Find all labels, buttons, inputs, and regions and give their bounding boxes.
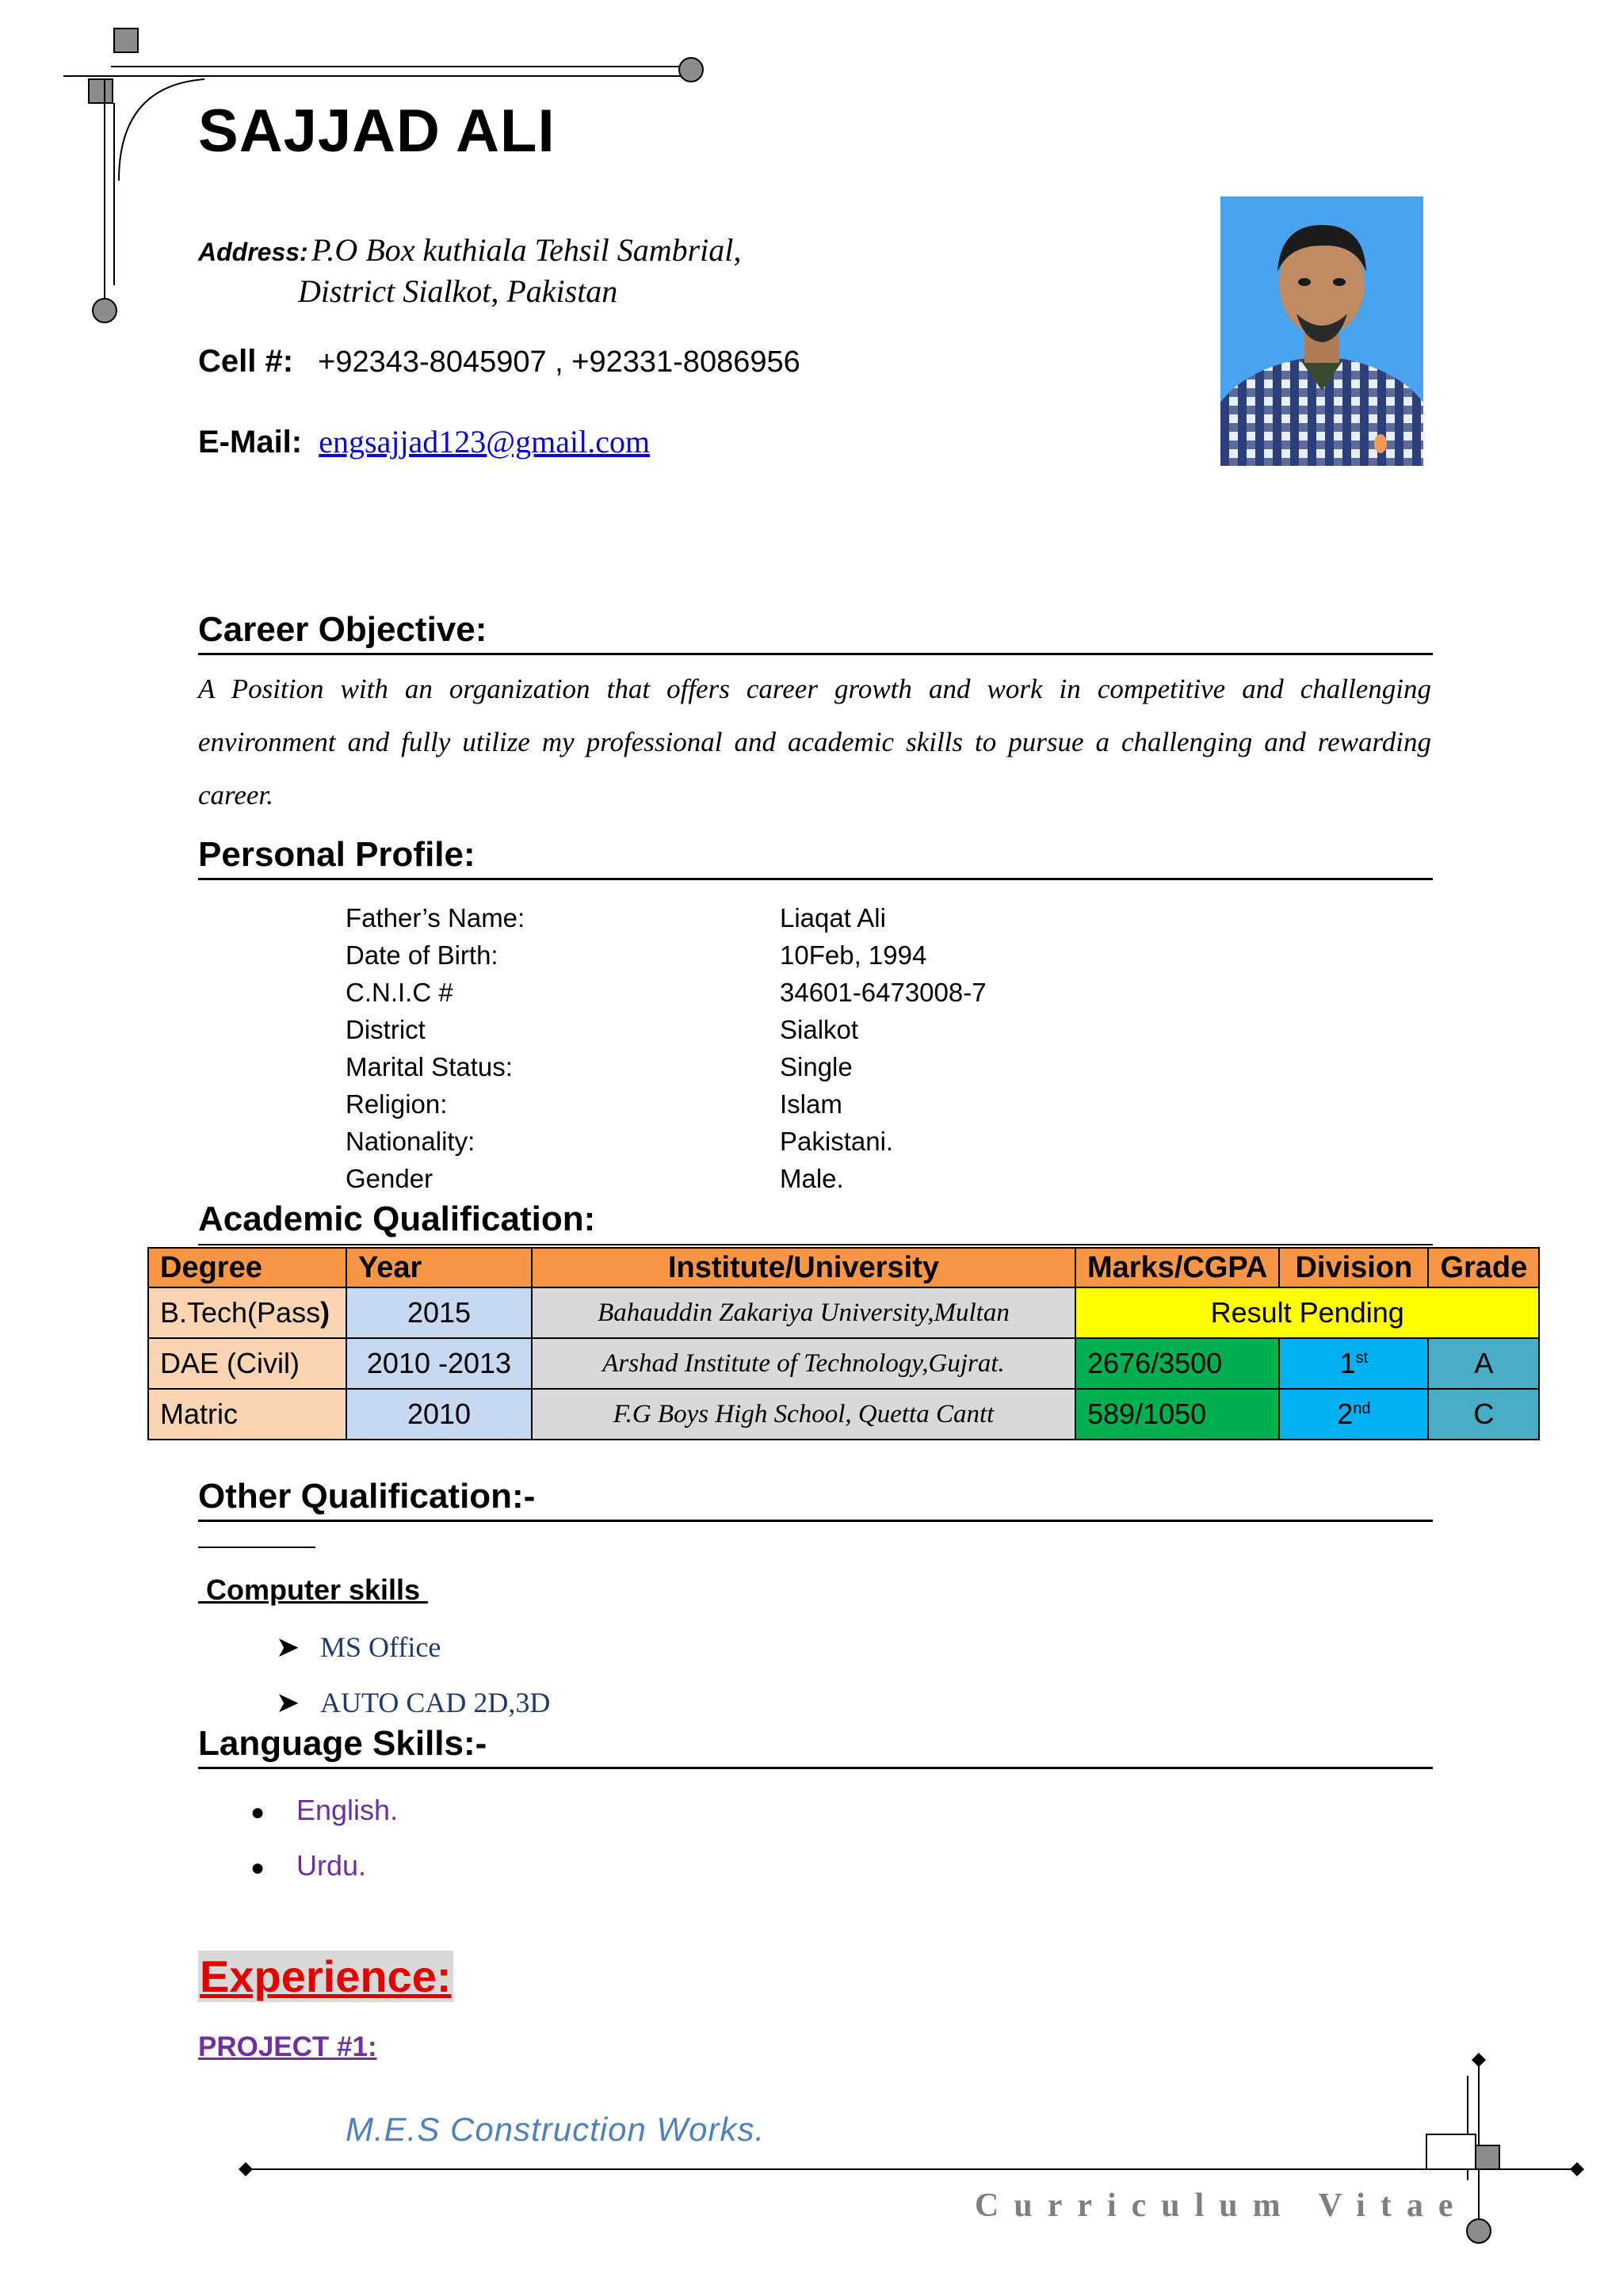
cell-year: 2010 (346, 1389, 532, 1440)
project-label: PROJECT #1: (198, 2031, 377, 2062)
header-degree: Degree (148, 1248, 346, 1287)
cell-division (1279, 1389, 1428, 1440)
email-row (198, 423, 650, 460)
profile-label: Nationality: (346, 1127, 475, 1156)
header-institute: Institute/University (532, 1248, 1075, 1287)
profile-value: 34601-6473008-7 (780, 978, 987, 1007)
division-value: 1 (1339, 1347, 1356, 1379)
profile-label: Father’s Name: (346, 903, 525, 933)
candidate-name: SAJJAD ALI (198, 97, 556, 165)
header-year: Year (346, 1248, 532, 1287)
table-row (148, 1287, 1539, 1338)
footer-curriculum-vitae: Curriculum Vitae (975, 2187, 1468, 2224)
division-suffix: nd (1353, 1400, 1371, 1417)
cell-label: Cell #: (198, 344, 294, 379)
header-marks: Marks/CGPA (1075, 1248, 1279, 1287)
division-suffix: st (1355, 1349, 1369, 1367)
cell-marks: 2676/3500 (1075, 1338, 1279, 1389)
cell-year: 2015 (346, 1287, 532, 1338)
address-row (198, 231, 741, 269)
profile-label: Religion: (346, 1089, 448, 1119)
short-divider (198, 1547, 315, 1548)
arrow-bullet-icon: ➤ (276, 1687, 300, 1718)
cell-institute: Bahauddin Zakariya University,Multan (532, 1287, 1075, 1338)
cell-result-pending: Result Pending (1075, 1287, 1539, 1338)
language-skills-rule (198, 1767, 1433, 1769)
profile-label: Date of Birth: (346, 940, 498, 970)
profile-label: Marital Status: (346, 1052, 513, 1081)
profile-label: Gender (346, 1164, 433, 1193)
cell-degree: DAE (Civil) (148, 1338, 346, 1389)
degree-text: B.Tech(Pass (160, 1296, 321, 1329)
profile-value: Male. (780, 1164, 844, 1193)
bullet-icon: ● (250, 1799, 265, 1825)
computer-skills-label: Computer skills (198, 1573, 429, 1606)
profile-value: Islam (780, 1089, 842, 1119)
profile-label: C.N.I.C # (346, 978, 453, 1007)
skill-item (276, 1630, 441, 1664)
career-objective-rule (198, 653, 1433, 655)
bullet-icon: ● (250, 1855, 265, 1881)
language-text: English. (296, 1794, 399, 1826)
profile-label: District (346, 1015, 426, 1044)
profile-value: Pakistani. (780, 1127, 894, 1156)
header-grade: Grade (1428, 1248, 1539, 1287)
division-value: 2 (1337, 1398, 1354, 1430)
language-item (250, 1849, 366, 1882)
address-line1: P.O Box kuthiala Tehsil Sambrial, (311, 232, 742, 268)
academic-table (147, 1247, 1540, 1440)
cell-row (198, 344, 800, 379)
header-division: Division (1279, 1248, 1428, 1287)
profile-value: 10Feb, 1994 (780, 940, 927, 970)
language-item (250, 1794, 398, 1827)
cell-degree: Matric (148, 1389, 346, 1440)
address-label: Address: (198, 238, 308, 266)
cell-year: 2010 -2013 (346, 1338, 532, 1389)
language-skills-title: Language Skills:- (198, 1724, 487, 1763)
profile-value: Sialkot (780, 1015, 859, 1044)
cell-institute: F.G Boys High School, Quetta Cantt (532, 1389, 1075, 1440)
table-row (148, 1389, 1539, 1440)
profile-value: Single (780, 1052, 853, 1081)
other-qualification-rule (198, 1520, 1433, 1522)
academic-title: Academic Qualification: (198, 1199, 596, 1238)
personal-profile-rule (198, 878, 1433, 880)
cell-division (1279, 1338, 1428, 1389)
cell-institute: Arshad Institute of Technology,Gujrat. (532, 1338, 1075, 1389)
cell-grade: C (1428, 1389, 1539, 1440)
cell-value: +92343-8045907 , +92331-8086956 (318, 345, 800, 379)
career-objective-text: A Position with an organization that offers career growth and work in competitive and challenging environment and fully utilize my professional and academic skills to pursue a challenging and rewarding career. (198, 673, 1431, 810)
other-qualification-title: Other Qualification:- (198, 1477, 536, 1516)
cell-grade: A (1428, 1338, 1539, 1389)
skill-item (276, 1686, 550, 1719)
table-row (148, 1338, 1539, 1389)
career-objective-title: Career Objective: (198, 610, 487, 649)
personal-profile-title: Personal Profile: (198, 835, 475, 874)
project-name: M.E.S Construction Works. (346, 2111, 766, 2148)
experience-title: Experience: (200, 1951, 452, 2001)
skill-text: MS Office (320, 1631, 441, 1663)
table-header-row (148, 1248, 1539, 1287)
language-text: Urdu. (296, 1849, 367, 1882)
cell-marks: 589/1050 (1075, 1389, 1279, 1440)
email-label: E-Mail: (198, 425, 303, 460)
address-line2: District Sialkot, Pakistan (298, 273, 618, 309)
email-link[interactable]: engsajjad123@gmail.com (319, 424, 651, 460)
arrow-bullet-icon: ➤ (276, 1631, 300, 1663)
skill-text: AUTO CAD 2D,3D (320, 1687, 551, 1718)
profile-photo (1220, 196, 1423, 466)
profile-value: Liaqat Ali (780, 903, 886, 933)
degree-paren: ) (320, 1296, 330, 1329)
cell-degree (148, 1287, 346, 1338)
academic-rule (198, 1244, 1433, 1245)
